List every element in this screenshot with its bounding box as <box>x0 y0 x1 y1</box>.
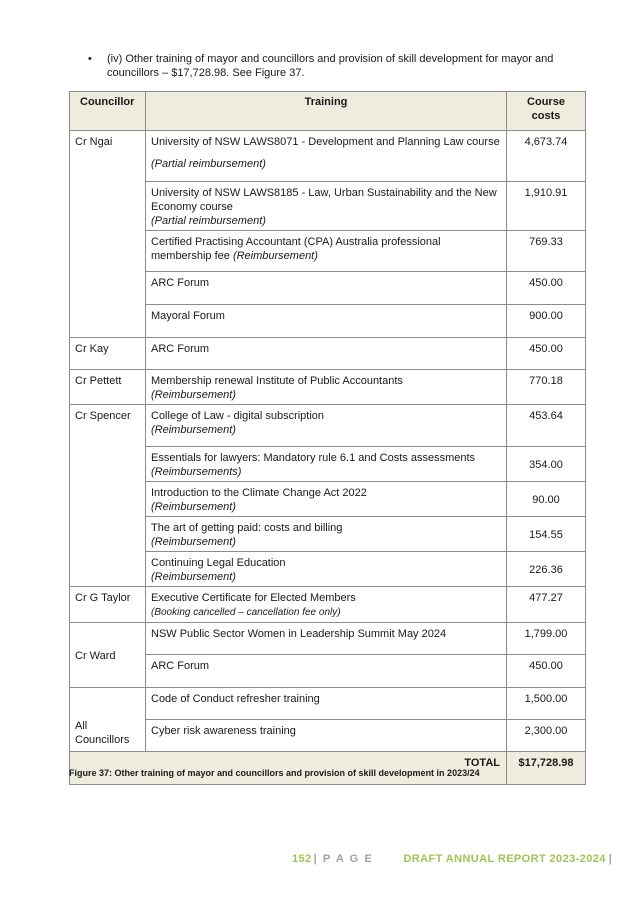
intro-text: (iv) Other training of mayor and councillors and provision of skill development for mayor and councillors – $17,728.98. See Figure 37. <box>107 53 554 79</box>
cost-cell: 1,799.00 <box>507 623 586 655</box>
training-cell <box>146 587 507 623</box>
cost-cell: 354.00 <box>507 447 586 482</box>
training-title: Executive Certificate for Elected Members <box>151 592 356 604</box>
councillor-ward: Cr Ward <box>70 623 146 688</box>
cost-cell: 226.36 <box>507 552 586 587</box>
cost-cell: 1,910.91 <box>507 182 586 231</box>
training-title: Essentials for lawyers: Mandatory rule 6.1 and Costs assessments <box>151 452 476 464</box>
page-number: 152 <box>292 853 312 865</box>
cost-cell: 477.27 <box>507 587 586 623</box>
training-cell <box>146 370 507 405</box>
cost-cell: 769.33 <box>507 231 586 272</box>
cost-cell: 154.55 <box>507 517 586 552</box>
training-cell: Cyber risk awareness training <box>146 720 507 752</box>
training-note: (Reimbursement) <box>151 389 236 401</box>
training-title: Certified Practising Accountant (CPA) Australia professional membership fee <box>151 236 441 262</box>
training-cell <box>146 447 507 482</box>
cost-cell: 900.00 <box>507 305 586 338</box>
training-title: University of NSW LAWS8071 - Development and Planning Law course <box>151 136 500 148</box>
cost-cell: 453.64 <box>507 405 586 447</box>
table-row <box>70 305 586 338</box>
councillor-g-taylor: Cr G Taylor <box>70 587 146 623</box>
training-note: (Reimbursement) <box>151 424 236 436</box>
page-footer <box>292 853 612 865</box>
councillor-pettett: Cr Pettett <box>70 370 146 405</box>
training-title: Continuing Legal Education <box>151 557 286 569</box>
table-row <box>70 338 586 370</box>
training-cell <box>146 131 507 182</box>
training-cell <box>146 482 507 517</box>
training-cell <box>146 231 507 272</box>
table-row <box>70 587 586 623</box>
header-councillor: Councillor <box>70 92 146 131</box>
total-label: TOTAL <box>70 752 507 785</box>
cost-cell: 90.00 <box>507 482 586 517</box>
councillor-spencer: Cr Spencer <box>70 405 146 587</box>
training-title: The art of getting paid: costs and billing <box>151 522 343 534</box>
training-title: Introduction to the Climate Change Act 2022 <box>151 487 367 499</box>
table-row <box>70 447 586 482</box>
training-note: (Reimbursement) <box>151 536 236 548</box>
table-row <box>70 482 586 517</box>
training-cell <box>146 405 507 447</box>
councillor-all: All Councillors <box>70 688 146 752</box>
training-title: College of Law - digital subscription <box>151 410 325 422</box>
table-row <box>70 655 586 688</box>
table-row <box>70 370 586 405</box>
training-note: (Booking cancelled – cancellation fee only) <box>151 607 341 618</box>
training-note: (Partial reimbursement) <box>151 215 266 227</box>
cost-cell: 450.00 <box>507 272 586 305</box>
councillor-kay: Cr Kay <box>70 338 146 370</box>
header-training: Training <box>146 92 507 131</box>
cost-cell: 770.18 <box>507 370 586 405</box>
table-row <box>70 517 586 552</box>
training-note: (Reimbursement) <box>151 501 236 513</box>
header-course-costs: Course costs <box>507 92 586 131</box>
training-note: (Partial reimbursement) <box>151 158 266 170</box>
training-note: (Reimbursement) <box>232 250 318 262</box>
table-row <box>70 552 586 587</box>
total-value: $17,728.98 <box>507 752 586 785</box>
training-costs-table <box>69 91 586 785</box>
training-cell: ARC Forum <box>146 272 507 305</box>
training-cell: NSW Public Sector Women in Leadership Summit May 2024 <box>146 623 507 655</box>
page-label: | P A G E <box>313 853 374 865</box>
training-cell: Code of Conduct refresher training <box>146 688 507 720</box>
councillor-ngai: Cr Ngai <box>70 131 146 338</box>
cost-cell: 4,673.74 <box>507 131 586 182</box>
training-cell: ARC Forum <box>146 655 507 688</box>
table-row <box>70 688 586 720</box>
training-note: (Reimbursement) <box>151 571 236 583</box>
cost-cell: 450.00 <box>507 655 586 688</box>
table-row <box>70 182 586 231</box>
table-row <box>70 405 586 447</box>
cost-cell: 450.00 <box>507 338 586 370</box>
training-title: University of NSW LAWS8185 - Law, Urban Sustainability and the New Economy course <box>151 187 497 213</box>
training-cell <box>146 552 507 587</box>
table-row <box>70 131 586 182</box>
table-header-row <box>70 92 586 131</box>
table-row <box>70 231 586 272</box>
table-row <box>70 272 586 305</box>
figure-caption: Figure 37: Other training of mayor and councillors and provision of skill development in 2023/24 <box>69 768 480 778</box>
bullet-dot: • <box>88 53 92 65</box>
footer-separator: | <box>608 853 613 865</box>
training-cell: ARC Forum <box>146 338 507 370</box>
training-note: (Reimbursements) <box>151 466 242 478</box>
table-row <box>70 720 586 752</box>
table-row <box>70 623 586 655</box>
report-title: DRAFT ANNUAL REPORT 2023-2024 <box>403 853 606 865</box>
training-cell <box>146 517 507 552</box>
training-cell: Mayoral Forum <box>146 305 507 338</box>
intro-bullet-paragraph <box>88 52 588 80</box>
training-cell <box>146 182 507 231</box>
cost-cell: 2,300.00 <box>507 720 586 752</box>
cost-cell: 1,500.00 <box>507 688 586 720</box>
training-title: Membership renewal Institute of Public Accountants <box>151 375 403 387</box>
